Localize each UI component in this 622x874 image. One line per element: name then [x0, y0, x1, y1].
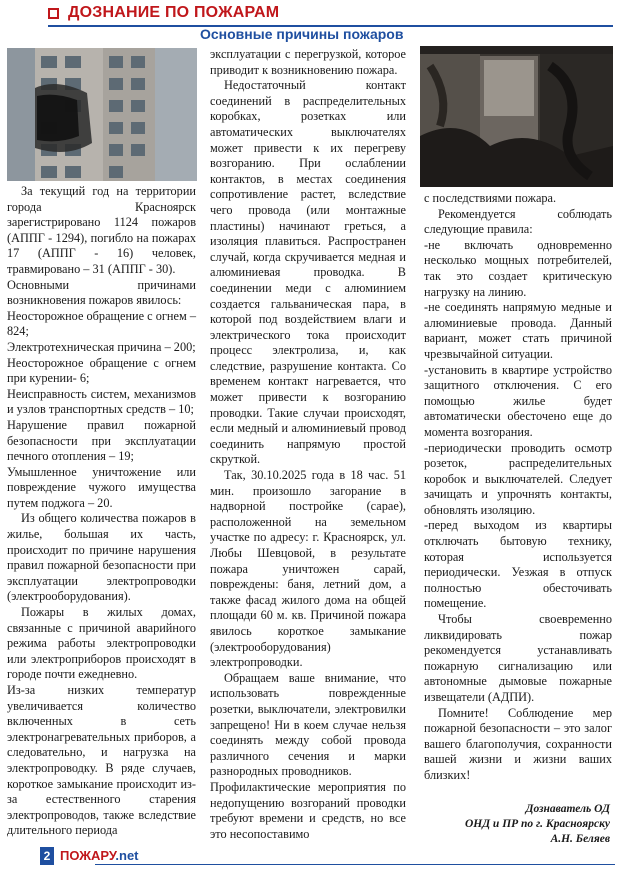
- footer-divider: [95, 864, 615, 865]
- paragraph: -не включать одновременно несколько мощных потребителей, так это создает критическую нагрузку на линию.: [424, 237, 612, 299]
- signature-line: А.Н. Беляев: [550, 833, 610, 845]
- paragraph: Так, 30.10.2025 года в 18 час. 51 мин. произошло загорание в надворной постройке (сарае), расположенной на земельном участке по адресу: г. Красноярск, ул. Любы Шевцовой, в результате пожара уничтожен сарай, повреждены: баня, летний дом, а также фасад жилого дома на общей площади 60 м. кв. Причиной пожара явилось короткое замыкание (электрооборудования) электропроводки.: [210, 468, 406, 670]
- section-title: ДОЗНАНИЕ ПО ПОЖАРАМ: [68, 4, 280, 21]
- paragraph: Нарушение правил пожарной безопасности при эксплуатации печного отопления – 19;: [7, 417, 196, 464]
- signature-line: ОНД и ПР по г. Красноярску: [464, 818, 610, 830]
- paragraph: Неосторожное обращение с огнем – 824;: [7, 308, 196, 339]
- text-column-2: [210, 47, 406, 842]
- author-signature: [465, 802, 610, 847]
- paragraph: Рекомендуется соблюдать следующие правила:: [424, 206, 612, 237]
- paragraph: Электротехническая причина – 200;: [7, 339, 196, 354]
- brand-name: ПОЖАРУ: [60, 848, 116, 863]
- checkbox-icon: [48, 8, 59, 19]
- paragraph: Основными причинами возникновения пожаров явилось:: [7, 277, 196, 308]
- paragraph: Из общего количества пожаров в жилье, большая их часть, происходит по причине нарушения правил пожарной безопасности при эксплуатации электропроводки (электрооборудования).: [7, 511, 196, 604]
- paragraph: Недостаточный контакт соединений в распределительных коробках, розетках или автоматических выключателях может привести к их перегреву возгоранию. При ослаблении контактов, в местах соединения сопротивление растет, вследствие чего провода (или монтажные пластины) начинают греться, а изоляция плавиться. Распространен случай, когда скручивается медная и алюминиевая проводка. В соединении меди с алюминием создается гальваническая пара, в которой под воздействием влаги и электрического тока происходит процесс электролиза, и, как следствие, разрушение контакта. Со временем контакт нагревается, что может привести к возгоранию проводки. Такие случаи происходят, если медный и алюминиевый провод соединить напрямую простой скруткой.: [210, 78, 406, 467]
- paragraph: Обращаем ваше внимание, что использовать поврежденные розетки, выключатели, электровилки запрещено! Ни в коем случае нельзя соединять между собой провода различного сечения и марки разнородных проводников.: [210, 670, 406, 779]
- paragraph: -перед выходом из квартиры отключать бытовую технику, которая используется периодически. Уезжая в отпуск полностью обесточивать помещение.: [424, 518, 612, 611]
- paragraph: Из-за низких температур увеличивается количество включенных в сеть электронагревательных приборов, а следовательно, и нагрузка на электропроводку. В ряде случаев, короткое замыкание происходит из-за естественного старения электропроводов, также вследствие длительного периода: [7, 683, 196, 838]
- paragraph: За текущий год на территории города Красноярск зарегистрировано 1124 пожаров (АППГ - 1294), погибло на пожарах 17 (АППГ - 16) человек, травмировано – 31 (АППГ - 30).: [7, 184, 196, 276]
- paragraph: Помните! Соблюдение мер пожарной безопасности – это залог вашего благополучия, сохранности вашей жизни и жизни ваших близких!: [424, 705, 612, 782]
- paragraph: Неосторожное обращение с огнем при курении- 6;: [7, 355, 196, 386]
- text-column-1: [7, 184, 196, 839]
- burned-interior-photo: [420, 46, 613, 187]
- paragraph: Чтобы своевременно ликвидировать пожар рекомендуется устанавливать пожарную сигнализацию или автономные дымовые пожарные извещатели (АДПИ).: [424, 612, 612, 704]
- paragraph: Неисправность систем, механизмов и узлов транспортных средств – 10;: [7, 386, 196, 417]
- section-header: [48, 5, 613, 27]
- signature-line: Дознаватель ОД: [525, 803, 610, 815]
- paragraph: Профилактические мероприятия по недопущению возгораний проводки требуют времени и средств, но все это несопоставимо: [210, 779, 406, 841]
- text-column-3: [424, 191, 612, 784]
- paragraph: с последствиями пожара.: [424, 191, 557, 205]
- paragraph: -установить в квартире устройство защитного отключения. С его помощью жилье будет автоматически обесточено еще до момента возгорания.: [424, 362, 612, 439]
- page-number: 2: [40, 847, 54, 865]
- brand-logo: [60, 848, 139, 863]
- paragraph: Умышленное уничтожение или повреждение чужого имущества путем поджога – 20.: [7, 464, 196, 510]
- paragraph: Пожары в жилых домах, связанные с причиной аварийного режима работы электропроводки или электроприборов происходят в городе почти ежедневно.: [7, 605, 196, 682]
- paragraph: эксплуатации с перегрузкой, которое приводит к возникновению пожара.: [210, 47, 406, 77]
- brand-tld: .net: [115, 848, 139, 863]
- paragraph: -периодически проводить осмотр розеток, распределительных коробок и выключателей. Следует зачищать и упрочнять контакты, обновлять изоляцию.: [424, 440, 612, 517]
- paragraph: -не соединять напрямую медные и алюминиевые провода. Данный вариант, может стать причиной чрезвычайной ситуации.: [424, 300, 612, 361]
- burned-building-photo: [7, 48, 197, 181]
- article-title: Основные причины пожаров: [200, 26, 404, 42]
